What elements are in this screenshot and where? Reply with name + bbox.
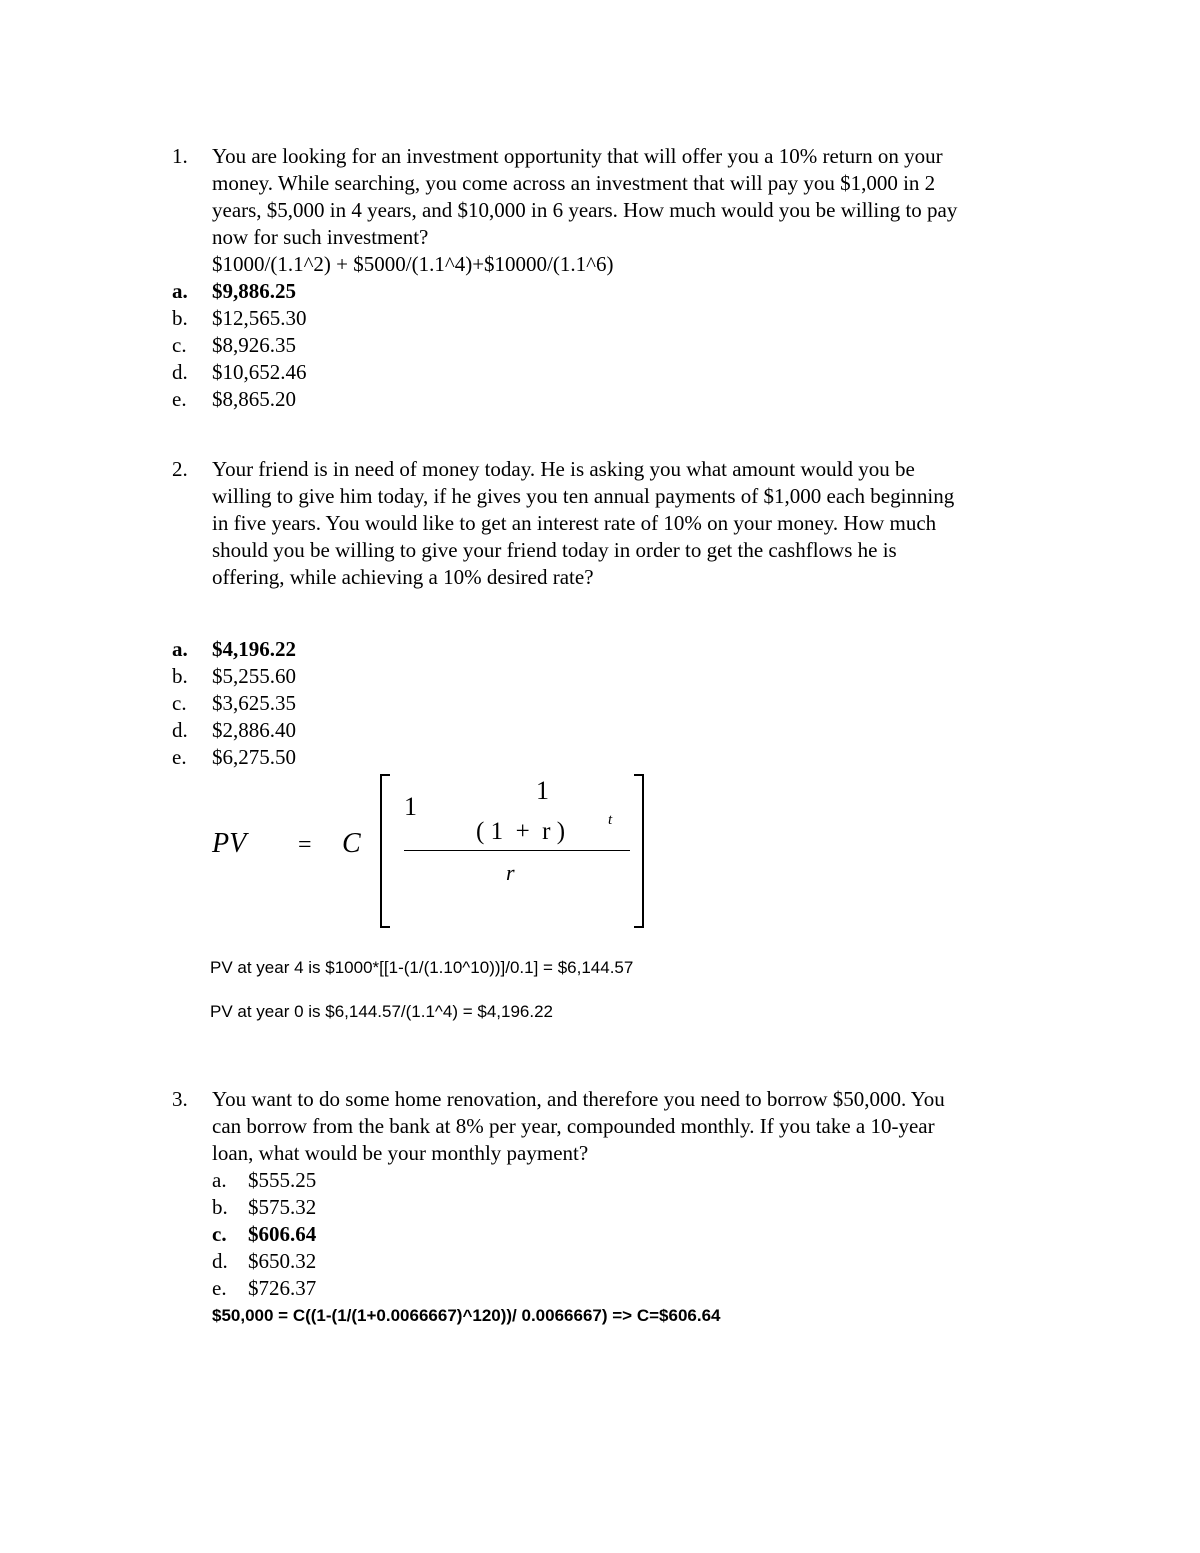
option-label: a. xyxy=(172,637,188,661)
question-number: 1. xyxy=(172,144,188,168)
option-label: a. xyxy=(212,1168,227,1192)
formula-r: r xyxy=(506,860,515,885)
formula-inner-base: ( 1 + r ) xyxy=(476,818,566,845)
work-line: PV at year 0 is $6,144.57/(1.1^4) = $4,196.22 xyxy=(210,1002,554,1021)
question-text xyxy=(212,143,1052,278)
answer-option xyxy=(212,1248,1052,1275)
option-value: $606.64 xyxy=(248,1222,317,1246)
formula-pv: PV xyxy=(212,828,247,859)
option-label: a. xyxy=(172,279,188,303)
formula-exponent: t xyxy=(608,812,613,828)
question-line: should you be willing to give your friend today in order to get the cashflows he is xyxy=(212,538,897,562)
option-label: e. xyxy=(172,745,187,769)
option-label: d. xyxy=(212,1249,228,1273)
option-label: c. xyxy=(172,691,187,715)
question-line: You want to do some home renovation, and therefore you need to borrow $50,000. You xyxy=(212,1087,945,1111)
option-label: b. xyxy=(172,306,188,330)
question-line: in five years. You would like to get an interest rate of 10% on your money. How much xyxy=(212,511,937,535)
answer-option xyxy=(172,332,1052,359)
question-text xyxy=(212,1086,1052,1329)
question-3 xyxy=(172,1086,1052,1329)
pv-annuity-formula xyxy=(200,768,660,928)
option-value: $6,275.50 xyxy=(212,745,296,769)
option-label: d. xyxy=(172,718,188,742)
solution-work: $50,000 = C((1-(1/(1+0.0066667)^120))/ 0.0066667) => C=$606.64 xyxy=(212,1306,721,1325)
answer-option xyxy=(212,1167,1052,1194)
option-value: $12,565.30 xyxy=(212,306,307,330)
option-value: $650.32 xyxy=(248,1249,317,1273)
question-line: You are looking for an investment opportunity that will offer you a 10% return on your xyxy=(212,144,943,168)
question-line: money. While searching, you come across an investment that will pay you $1,000 in 2 xyxy=(212,171,936,195)
option-label: b. xyxy=(212,1195,228,1219)
option-label: c. xyxy=(212,1222,227,1246)
answer-option xyxy=(212,1194,1052,1221)
answer-option xyxy=(172,305,1052,332)
answer-option xyxy=(212,1275,1052,1302)
option-value: $726.37 xyxy=(248,1276,317,1300)
option-value: $8,926.35 xyxy=(212,333,296,357)
option-value: $8,865.20 xyxy=(212,387,296,411)
option-value: $5,255.60 xyxy=(212,664,296,688)
question-number: 3. xyxy=(172,1087,188,1111)
right-bracket xyxy=(634,774,644,928)
question-line: willing to give him today, if he gives you ten annual payments of $1,000 each beginning xyxy=(212,484,955,508)
answer-option xyxy=(172,663,1052,690)
option-value: $3,625.35 xyxy=(212,691,296,715)
question-line: now for such investment? xyxy=(212,225,429,249)
question-1 xyxy=(172,143,1052,413)
formula-inner-one: 1 xyxy=(536,776,549,805)
answer-option xyxy=(172,278,1052,305)
answer-option xyxy=(212,1221,1052,1248)
formula-equals: = xyxy=(298,832,312,858)
answer-option xyxy=(172,386,1052,413)
option-label: d. xyxy=(172,360,188,384)
question-line: can borrow from the bank at 8% per year, compounded monthly. If you take a 10-year xyxy=(212,1114,935,1138)
work-line: PV at year 4 is $1000*[[1-(1/(1.10^10))]/0.1] = $6,144.57 xyxy=(210,958,634,977)
question-line: offering, while achieving a 10% desired rate? xyxy=(212,565,594,589)
question-number: 2. xyxy=(172,457,188,481)
answer-option xyxy=(172,744,1052,771)
option-value: $2,886.40 xyxy=(212,718,296,742)
option-label: e. xyxy=(212,1276,227,1300)
left-bracket xyxy=(380,774,390,928)
solution-formula: $1000/(1.1^2) + $5000/(1.1^4)+$10000/(1.1^6) xyxy=(212,252,614,276)
option-value: $9,886.25 xyxy=(212,279,296,303)
option-label: e. xyxy=(172,387,187,411)
question-text xyxy=(212,456,1052,591)
question-line: years, $5,000 in 4 years, and $10,000 in 6 years. How much would you be willing to pay xyxy=(212,198,958,222)
answer-option xyxy=(172,636,1052,663)
option-value: $4,196.22 xyxy=(212,637,296,661)
option-value: $575.32 xyxy=(248,1195,317,1219)
formula-c: C xyxy=(342,828,361,859)
option-value: $10,652.46 xyxy=(212,360,307,384)
option-label: c. xyxy=(172,333,187,357)
formula-one: 1 xyxy=(404,792,417,821)
answer-option xyxy=(172,359,1052,386)
question-line: loan, what would be your monthly payment? xyxy=(212,1141,589,1165)
option-label: b. xyxy=(172,664,188,688)
option-value: $555.25 xyxy=(248,1168,317,1192)
answer-option xyxy=(172,690,1052,717)
fraction-bar xyxy=(404,850,630,851)
question-2 xyxy=(172,456,1052,591)
question-line: Your friend is in need of money today. He is asking you what amount would you be xyxy=(212,457,915,481)
answer-option xyxy=(172,717,1052,744)
question-2-options xyxy=(172,636,1052,771)
